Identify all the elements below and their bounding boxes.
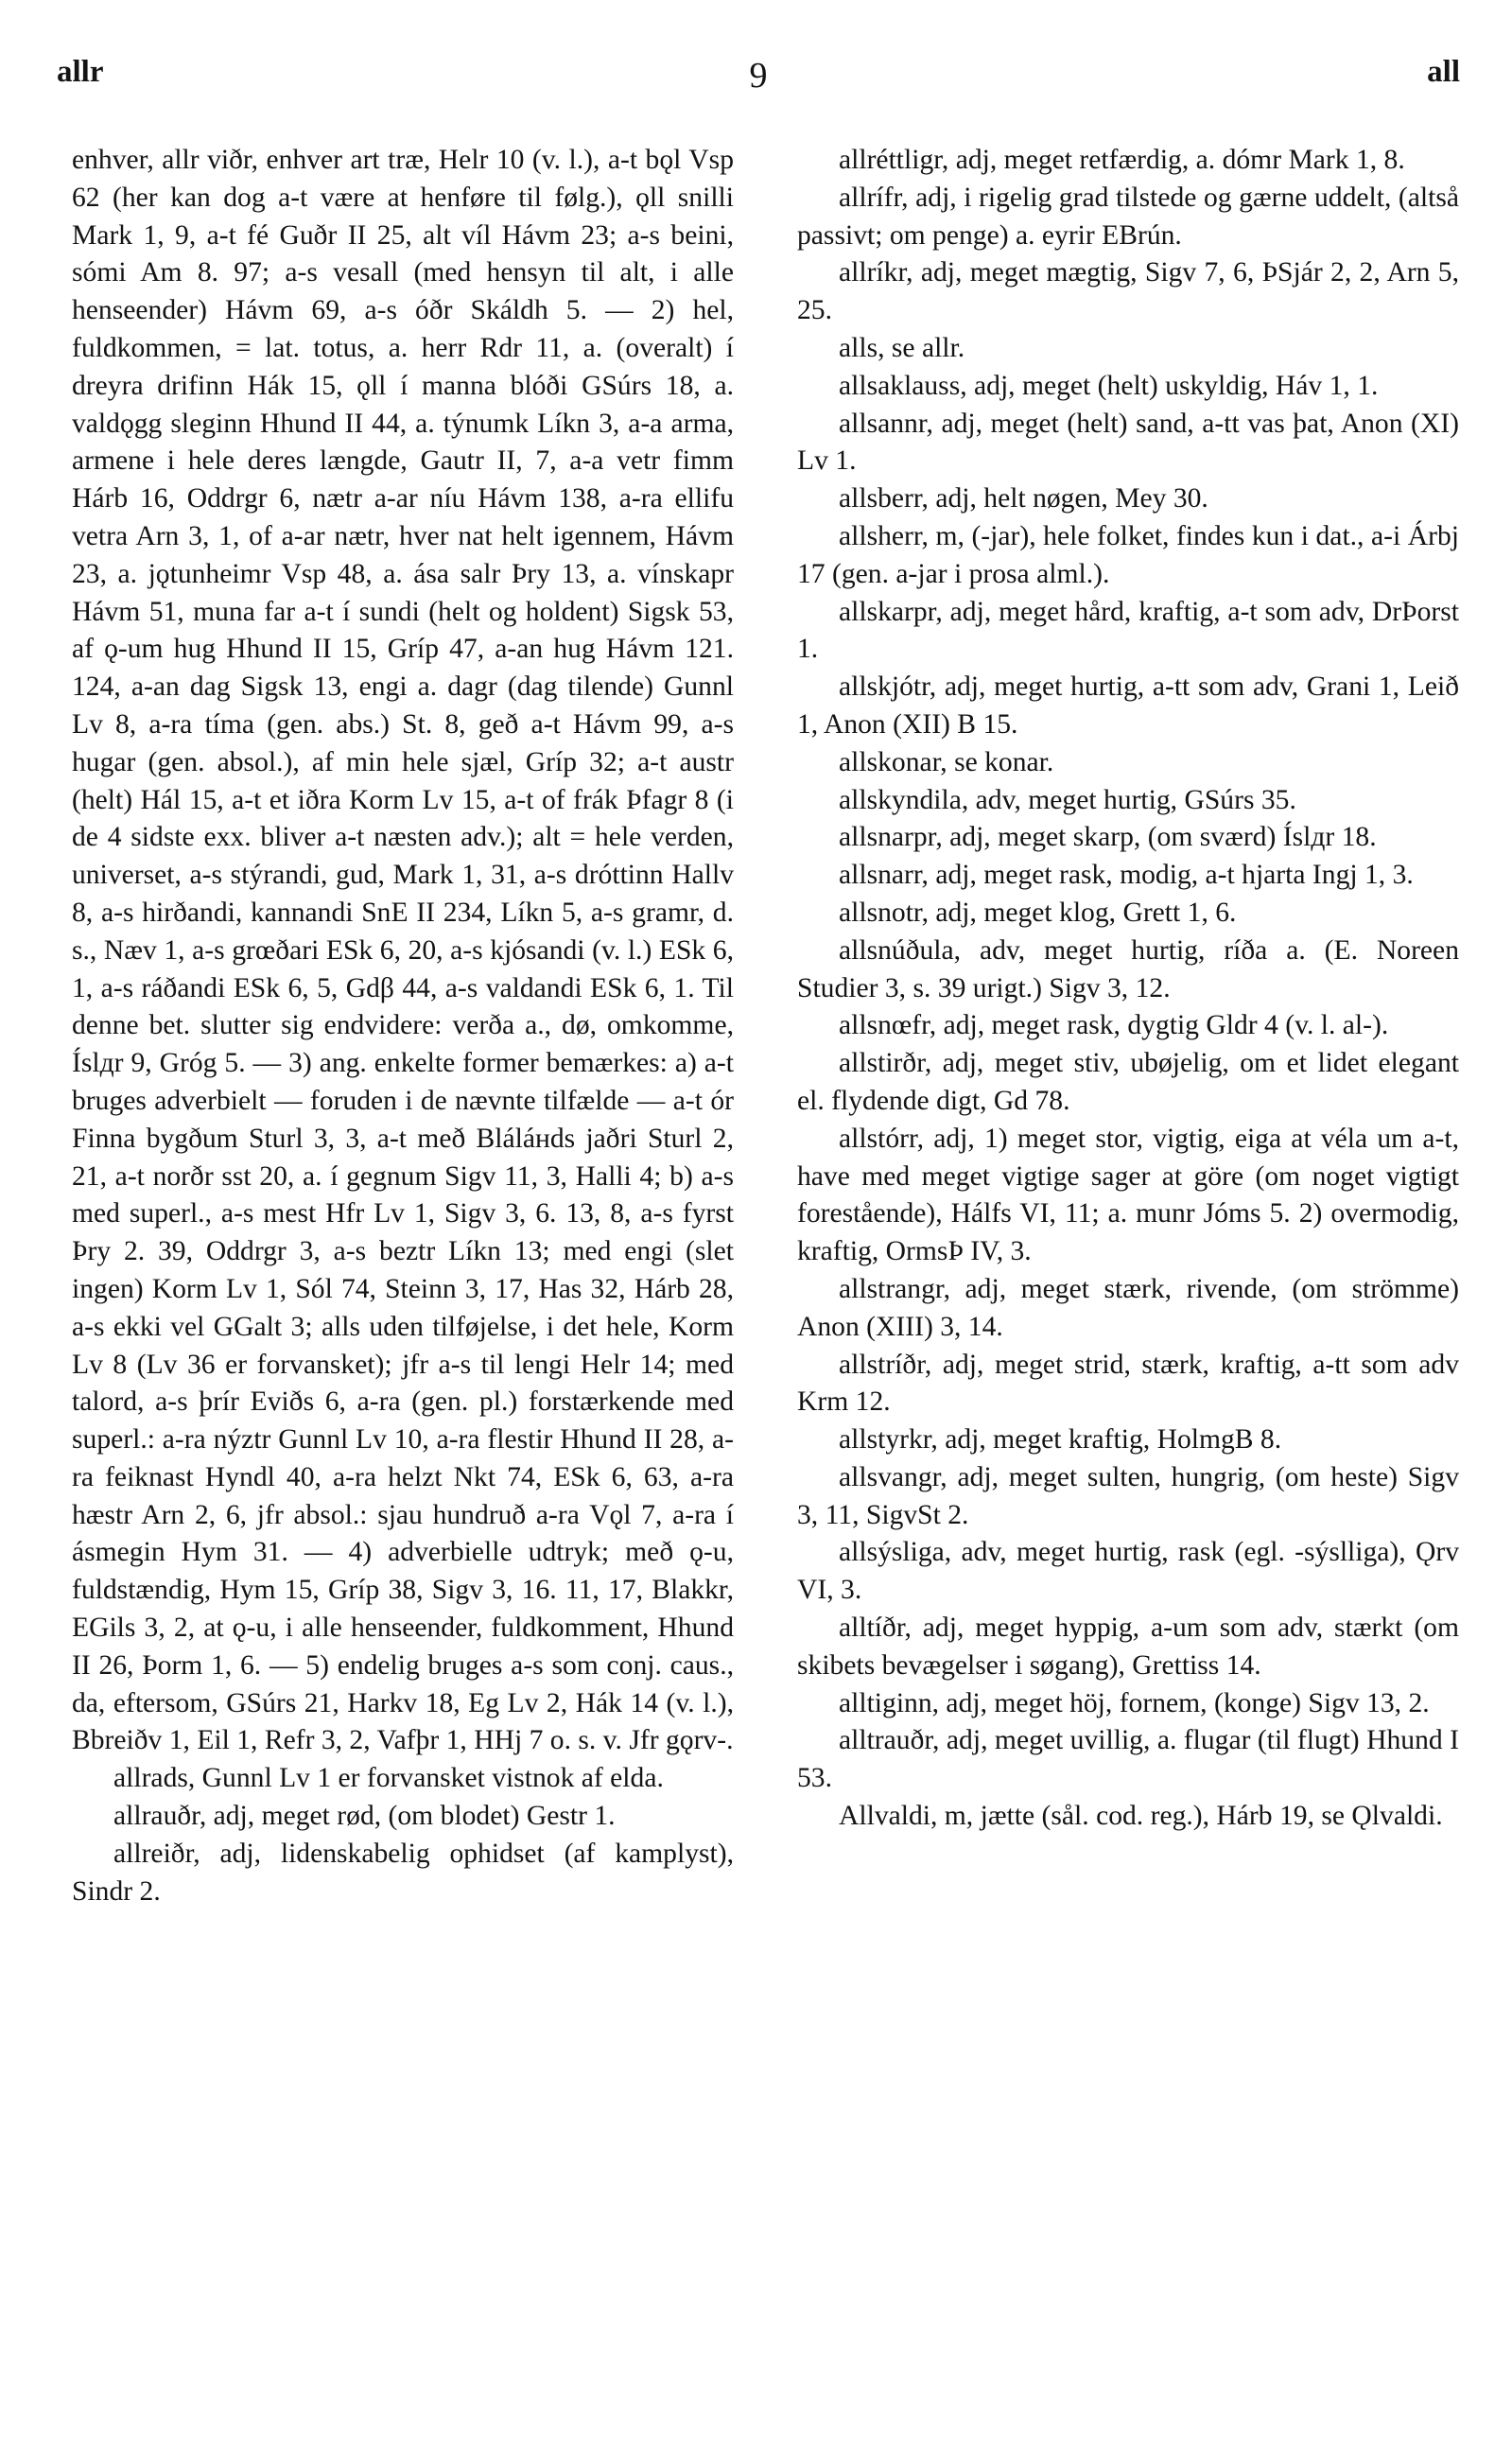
dictionary-entry: allstirðr, adj, meget stiv, ubøjelig, om et lidet elegant el. flydende digt, Gd 78. xyxy=(797,1048,1459,1116)
dictionary-entry: allsherr, m, (-jar), hele folket, findes kun i dat., a-i Árbj 17 (gen. a-jar i prosa alml.). xyxy=(797,520,1459,589)
dictionary-entry: allsýsliga, adv, meget hurtig, rask (egl. -sýslliga), Ǫrv VI, 3. xyxy=(797,1537,1459,1606)
dictionary-entry: allstrangr, adj, meget stærk, rivende, (om strömme) Anon (XIII) 3, 14. xyxy=(797,1273,1459,1342)
dictionary-entry: allrauðr, adj, meget rød, (om blodet) Gestr 1. xyxy=(113,1801,616,1832)
dictionary-entry: allreiðr, adj, lidenskabelig ophidset (af kamplyst), Sindr 2. xyxy=(72,1838,734,1907)
dictionary-entry: allstórr, adj, 1) meget stor, vigtig, eiga at véla um a-t, have med meget vigtige sager at göre (om noget vigtigt forestående), Hálfs VI, 11; a. munr Jóms 5. 2) overmodig, kraftig, OrmsÞ IV, 3. xyxy=(797,1123,1459,1267)
page-header xyxy=(57,55,1460,112)
dictionary-entry: allsnœfr, adj, meget rask, dygtig Gldr 4 (v. l. al-). xyxy=(839,1010,1389,1041)
dictionary-entry: allrífr, adj, i rigelig grad tilstede og gærne uddelt, (altså passivt; om penge) a. eyrir EBrún. xyxy=(797,182,1459,251)
dictionary-entry: alltiginn, adj, meget höj, fornem, (konge) Sigv 13, 2. xyxy=(839,1687,1430,1718)
dictionary-entry: allsberr, adj, helt nøgen, Mey 30. xyxy=(839,483,1208,514)
dictionary-entry: alls, se allr. xyxy=(839,332,965,363)
dictionary-entry: allréttligr, adj, meget retfærdig, a. dómr Mark 1, 8. xyxy=(839,145,1405,175)
dictionary-entry: allsnotr, adj, meget klog, Grett 1, 6. xyxy=(839,897,1237,928)
dictionary-entry: allsnarpr, adj, meget skarp, (om sværd) Íslдr 18. xyxy=(839,822,1377,853)
header-right-guideword: all xyxy=(1427,55,1460,89)
left-column xyxy=(72,142,734,1910)
header-left-guideword: allr xyxy=(57,55,104,89)
dictionary-entry: allsnarr, adj, meget rask, modig, a-t hjarta Ingj 1, 3. xyxy=(839,860,1414,891)
dictionary-entry: allskjótr, adj, meget hurtig, a-tt som adv, Grani 1, Leið 1, Anon (XII) B 15. xyxy=(797,671,1459,740)
page-number: 9 xyxy=(749,56,768,96)
dictionary-entry: allskyndila, adv, meget hurtig, GSúrs 35. xyxy=(839,784,1296,815)
dictionary-entry-continuation: enhver, allr viðr, enhver art træ, Helr 10 (v. l.), a-t bǫl Vsp 62 (her kan dog a-t være at henføre til følg.), ǫll snilli Mark 1, 9, a-t fé Guðr II 25, alt víl Hávm 23; a-s beini, sómi Am 8. 97; a-s vesall (med hensyn til alt, i alle henseender) Hávm 69, a-s óðr Skáldh 5. — 2) hel, fuldkommen, = lat. totus, a. herr Rdr 11, a. (overalt) í dreyra drifinn Hák 15, ǫll í manna blóði GSúrs 18, a. valdǫgg sleginn Hhund II 44, a. týnumk Líkn 3, a-a arma, armene i hele deres længde, Gautr II, 7, a-a vetr fimm Hárb 16, Oddrgr 6, nætr a-ar níu Hávm 138, a-ra ellifu vetra Arn 3, 1, of a-ar nætr, hver nat helt igennem, Hávm 23, a. jǫtunheimr Vsp 48, a. ása salr Þry 13, a. vínskapr Hávm 51, muna far a-t í sundi (helt og holdent) Sigsk 53, af ǫ-um hug Hhund II 15, Gríp 47, a-an hug Hávm 121. 124, a-an dag Sigsk 13, engi a. dagr (dag tilende) Gunnl Lv 8, a-ra tíma (gen. abs.) St. 8, geð a-t Hávm 99, a-s hugar (gen. absol.), af min hele sjæl, Gríp 32; a-t austr (helt) Hál 15, a-t et iðra Korm Lv 15, a-t of frák Þfagr 8 (i de 4 sidste exx. bliver a-t næsten adv.); alt = hele verden, universet, a-s stýrandi, gud, Mark 1, 31, a-s dróttinn Hallv 8, a-s hirðandi, kannandi SnE II 234, Líkn 5, a-s gramr, d. s., Næv 1, a-s grœðari ESk 6, 20, a-s kjósandi (v. l.) ESk 6, 1, a-s ráðandi ESk 6, 5, Gdβ 44, a-s valdandi ESk 6, 1. Til denne bet. slutter sig endvidere: verða a., dø, omkomme, Íslдr 9, Gróg 5. — 3) ang. enkelte former bemærkes: a) a-t bruges adverbielt — foruden i de nævnte tilfælde — a-t ór Finna bygðum Sturl 3, 3, a-t með Bláláнds jaðri Sturl 2, 21, a-t norðr sst 20, a. í gegnum Sigv 11, 3, Halli 4; b) a-s med superl., a-s mest Hfr Lv 1, Sigv 3, 6. 13, 8, a-s fyrst Þry 2. 39, Oddrgr 3, a-s beztr Líkn 13; med engi (slet ingen) Korm Lv 1, Sól 74, Steinn 3, 17, Has 32, Hárb 28, a-s ekki vel GGalt 3; alls uden tilføjelse, i det hele, Korm Lv 8 (Lv 36 er forvansket); jfr a-s til lengi Helr 14; med talord, a-s þrír Eviðs 6, a-ra (gen. pl.) forstærkende med superl.: a-ra nýztr Gunnl Lv 10, a-ra flestir Hhund II 28, a-ra feiknast Hyndl 40, a-ra helzt Nkt 74, ESk 6, 63, a-ra hæstr Arn 2, 6, jfr absol.: sjau hundruð a-ra Vǫl 7, a-ra í ásmegin Hym 31. — 4) adverbielle udtryk; með ǫ-u, fuldstændig, Hym 15, Gríp 38, Sigv 3, 16. 11, 17, Blakkr, EGils 3, 2, at ǫ-u, i alle henseender, fuldkomment, Hhund II 26, Þorm 1, 6. — 5) endelig bruges a-s som conj. caus., da, eftersom, GSúrs 21, Harkv 18, Eg Lv 2, Hák 14 (v. l.), Bbreiðv 1, Eil 1, Refr 3, 2, Vafþr 1, HHj 7 o. s. v. Jfr gǫrv-. xyxy=(72,145,734,1756)
dictionary-entry: allskonar, se konar. xyxy=(839,746,1054,777)
dictionary-entry: allríkr, adj, meget mægtig, Sigv 7, 6, ÞSjár 2, 2, Arn 5, 25. xyxy=(797,257,1459,326)
dictionary-entry: alltíðr, adj, meget hyppig, a-um som adv, stærkt (om skibets bevægelser i søgang), Grettiss 14. xyxy=(797,1613,1459,1681)
dictionary-entry: allsnúðula, adv, meget hurtig, ríða a. (E. Noreen Studier 3, s. 39 urigt.) Sigv 3, 12. xyxy=(797,934,1459,1003)
dictionary-entry: allsannr, adj, meget (helt) sand, a-tt vas þat, Anon (XI) Lv 1. xyxy=(797,408,1459,477)
dictionary-entry: allstyrkr, adj, meget kraftig, HolmgB 8. xyxy=(839,1424,1282,1456)
dictionary-entry: allsvangr, adj, meget sulten, hungrig, (om heste) Sigv 3, 11, SigvSt 2. xyxy=(797,1461,1459,1530)
dictionary-entry: allstríðr, adj, meget strid, stærk, kraftig, a-tt som adv Krm 12. xyxy=(797,1349,1459,1418)
dictionary-entry: allskarpr, adj, meget hård, kraftig, a-t som adv, DrÞorst 1. xyxy=(797,596,1459,665)
dictionary-entry: allsaklauss, adj, meget (helt) uskyldig, Háv 1, 1. xyxy=(839,370,1379,401)
dictionary-entry: Allvaldi, m, jætte (sål. cod. reg.), Hárb 19, se Ǫlvaldi. xyxy=(839,1801,1443,1832)
dictionary-entry: allrads, Gunnl Lv 1 er forvansket vistnok af elda. xyxy=(113,1763,664,1794)
dictionary-entry: alltrauðr, adj, meget uvillig, a. flugar (til flugt) Hhund I 53. xyxy=(797,1725,1459,1794)
right-column xyxy=(797,142,1459,1836)
